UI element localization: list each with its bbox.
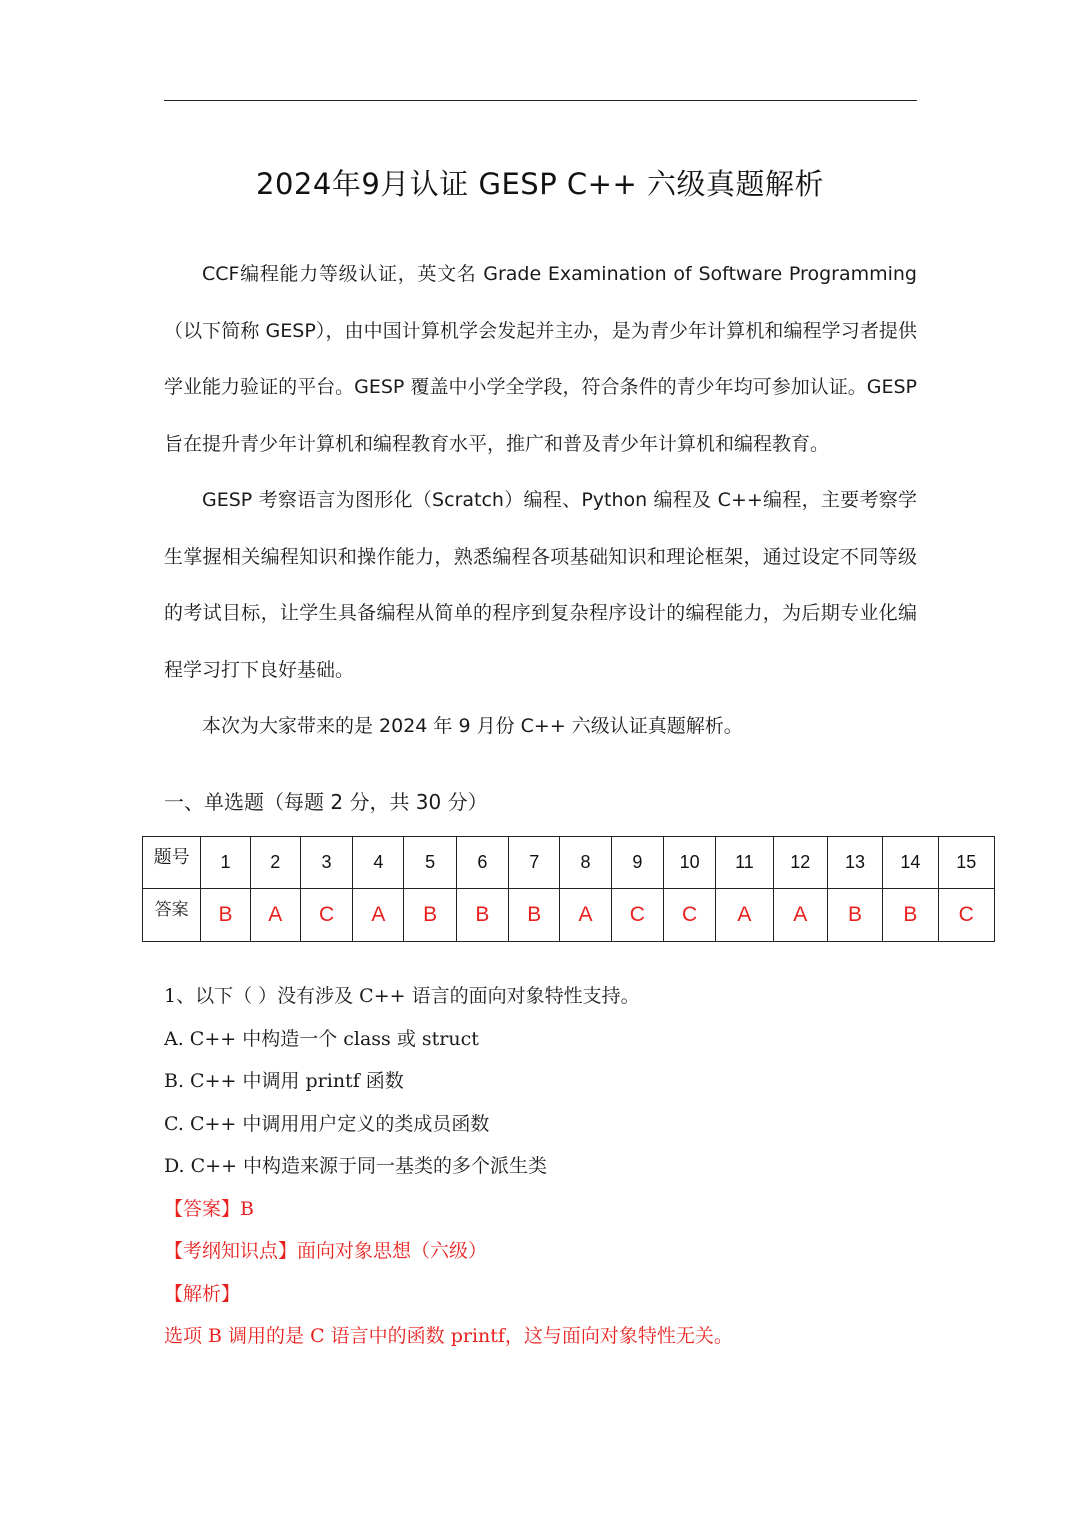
question-number-cell: 3 xyxy=(300,837,352,889)
answer-cell: B xyxy=(201,889,250,942)
page-title: 2024年9月认证 GESP C++ 六级真题解析 xyxy=(256,167,824,201)
answer-cell: B xyxy=(883,889,938,942)
answer-cell: B xyxy=(827,889,882,942)
option-d: D. C++ 中构造来源于同一基类的多个派生类 xyxy=(164,1155,548,1177)
answer-cell: B xyxy=(509,889,560,942)
table-row-numbers xyxy=(143,837,995,889)
question-number-cell: 6 xyxy=(456,837,508,889)
question-number-cell: 10 xyxy=(663,837,715,889)
question-number-cell: 1 xyxy=(201,837,250,889)
question-number-cell: 2 xyxy=(250,837,300,889)
table-row-answers xyxy=(143,889,995,942)
analysis-text: 选项 B 调用的是 C 语言中的函数 printf，这与面向对象特性无关。 xyxy=(164,1325,733,1347)
row-label-number: 题号 xyxy=(143,837,201,889)
row-label-answer: 答案 xyxy=(143,889,201,942)
question-number-cell: 5 xyxy=(404,837,456,889)
intro-paragraph: 本次为大家带来的是 2024 年 9 月份 C++ 六级认证真题解析。 xyxy=(202,715,743,737)
question-number-cell: 8 xyxy=(560,837,611,889)
analysis-label: 【解析】 xyxy=(164,1282,241,1305)
question-number-cell: 13 xyxy=(827,837,882,889)
option-b: B. C++ 中调用 printf 函数 xyxy=(164,1070,404,1092)
option-a: A. C++ 中构造一个 class 或 struct xyxy=(164,1027,479,1050)
answer-cell: B xyxy=(404,889,456,942)
intro-paragraph: CCF编程能力等级认证，英文名 Grade Examination of Software Programming（以下简称 GESP），由中国计算机学会发起并主办，是为青少年计算机和编程学习者提供学业能力验证的平台。GESP 覆盖中小学全学段，符合条件的青少年均可参加认证。GESP 旨在提升青少年计算机和编程教育水平，推广和普及青少年计算机和编程教育。 xyxy=(164,263,917,455)
question-number-cell: 14 xyxy=(883,837,938,889)
answer-cell: C xyxy=(611,889,663,942)
answer-cell: A xyxy=(716,889,773,942)
question-number-cell: 7 xyxy=(509,837,560,889)
question-1 xyxy=(164,975,924,1358)
intro-text xyxy=(164,246,917,755)
answer-cell: A xyxy=(560,889,611,942)
question-stem: 1、以下（ ）没有涉及 C++ 语言的面向对象特性支持。 xyxy=(164,985,640,1007)
option-c: C. C++ 中调用用户定义的类成员函数 xyxy=(164,1112,490,1135)
answer-cell: A xyxy=(250,889,300,942)
question-number-cell: 4 xyxy=(353,837,404,889)
intro-paragraph: GESP 考察语言为图形化（Scratch）编程、Python 编程及 C++编程，主要考察学生掌握相关编程知识和操作能力，熟悉编程各项基础知识和理论框架，通过设定不同等级的考试目标，让学生具备编程从简单的程序到复杂程序设计的编程能力，为后期专业化编程学习打下良好基础。 xyxy=(164,489,917,681)
section-heading: 一、单选题（每题 2 分，共 30 分） xyxy=(164,790,488,814)
answer-cell: C xyxy=(300,889,352,942)
answer-line: 【答案】B xyxy=(164,1197,254,1220)
answer-cell: A xyxy=(773,889,827,942)
answer-cell: C xyxy=(663,889,715,942)
answer-cell: B xyxy=(456,889,508,942)
header-rule xyxy=(164,100,917,101)
answer-cell: A xyxy=(353,889,404,942)
question-number-cell: 9 xyxy=(611,837,663,889)
answer-table xyxy=(142,836,995,942)
question-number-cell: 15 xyxy=(938,837,994,889)
knowledge-point-line: 【考纲知识点】面向对象思想（六级） xyxy=(164,1240,488,1262)
question-number-cell: 12 xyxy=(773,837,827,889)
question-number-cell: 11 xyxy=(716,837,773,889)
answer-cell: C xyxy=(938,889,994,942)
